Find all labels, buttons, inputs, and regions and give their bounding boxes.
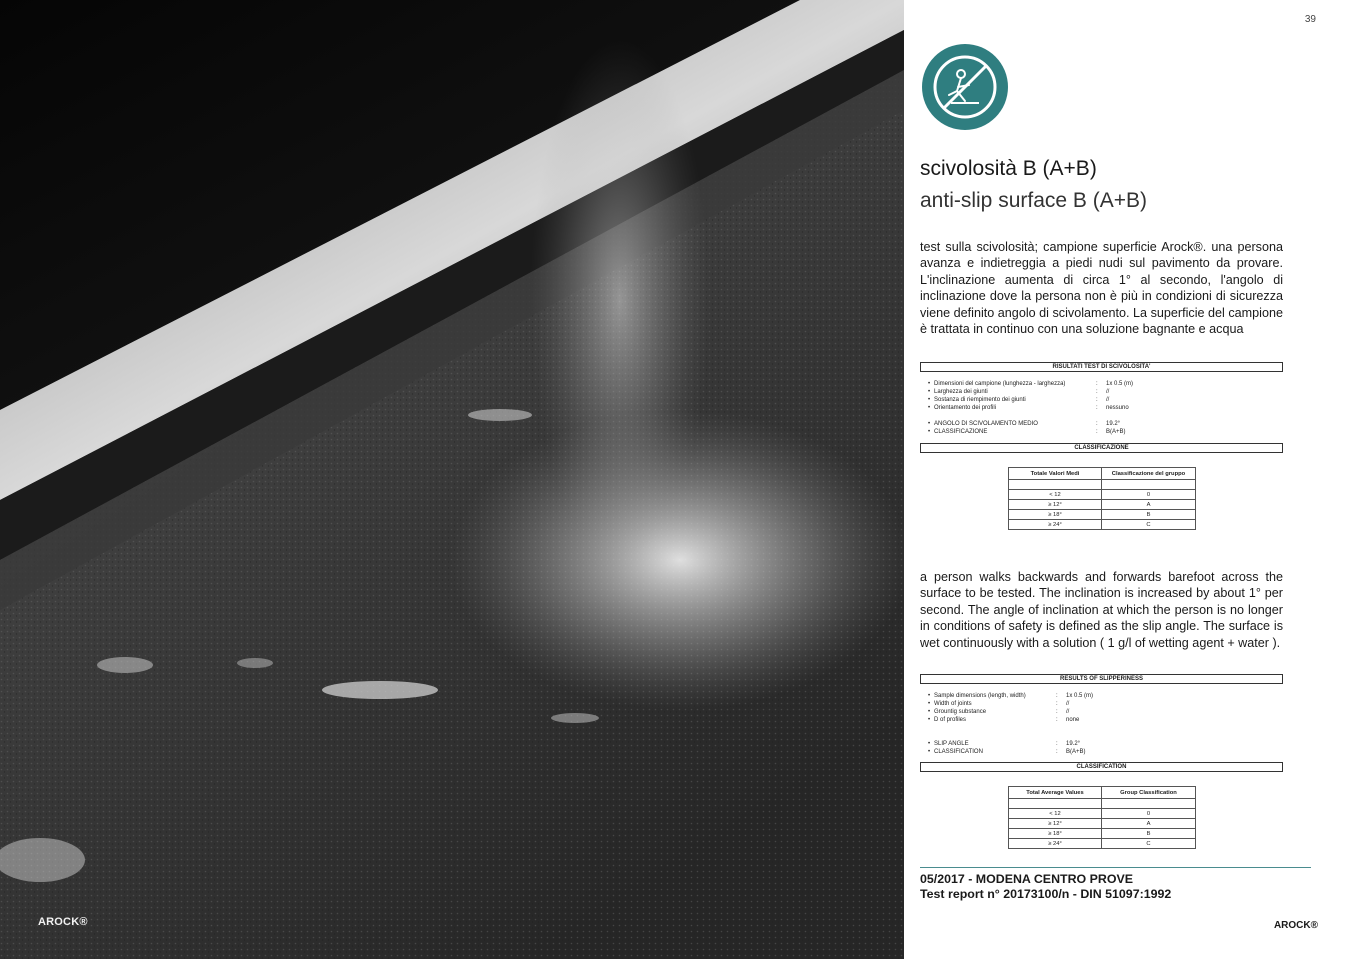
report-row-value: // xyxy=(1106,397,1110,403)
report-row: • Width of joints : // xyxy=(928,700,1283,708)
report-row-label: Grountig substance xyxy=(934,709,987,715)
table-cell: ≥ 18° xyxy=(1009,829,1102,839)
report-english-rows xyxy=(920,692,1283,756)
report-row: • Dimensioni del campione (lunghezza - larghezza) : 1x 0.5 (m) xyxy=(928,380,1283,388)
table-cell: < 12 xyxy=(1009,809,1102,819)
table-row xyxy=(1009,809,1196,819)
test-report-reference: Test report n° 20173100/n - DIN 51097:1992 xyxy=(920,887,1172,901)
report-row-value: 1x 0.5 (m) xyxy=(1066,693,1094,699)
report-english-header: RESULTS OF SLIPPERINESS xyxy=(920,674,1283,684)
report-row-value: B(A+B) xyxy=(1106,429,1126,435)
report-row: • Sample dimensions (length, width) : 1x 0.5 (m) xyxy=(928,692,1283,700)
report-english xyxy=(920,674,1283,756)
report-row-label: D of profiles xyxy=(934,717,967,723)
report-row: • CLASSIFICATION : B(A+B) xyxy=(928,748,1283,756)
table-cell: ≥ 12° xyxy=(1009,819,1102,829)
table-cell: 0 xyxy=(1102,490,1196,500)
table-row-empty xyxy=(1009,799,1196,809)
title-english: anti-slip surface B (A+B) xyxy=(920,189,1148,212)
table-header: Totale Valori Medi xyxy=(1009,468,1102,480)
report-row-value: B(A+B) xyxy=(1066,749,1086,755)
report-row-value: // xyxy=(1106,389,1110,395)
test-date-lab: 05/2017 - MODENA CENTRO PROVE xyxy=(920,872,1133,886)
report-italian-header: RISULTATI TEST DI SCIVOLOSITA' xyxy=(920,362,1283,372)
report-row-value: 19.2° xyxy=(1106,421,1121,427)
report-row-label: Dimensioni del campione (lunghezza - larghezza) xyxy=(934,381,1066,387)
report-row-value: // xyxy=(1066,709,1070,715)
document-page xyxy=(904,0,1356,959)
table-row xyxy=(1009,500,1196,510)
classification-italian-header: CLASSIFICAZIONE xyxy=(920,443,1283,453)
classification-table-italian xyxy=(1008,467,1196,530)
title-italian: scivolosità B (A+B) xyxy=(920,157,1097,180)
report-row-label: Sample dimensions (length, width) xyxy=(934,693,1026,699)
report-row-label: Larghezza dei giunti xyxy=(934,389,988,395)
table-cell: ≥ 12° xyxy=(1009,500,1102,510)
report-row-label: Width of joints xyxy=(934,701,972,707)
table-row xyxy=(1009,839,1196,849)
footer-divider xyxy=(920,867,1311,868)
report-row: • Orientamento dei profili : nessuno xyxy=(928,404,1283,412)
description-italian xyxy=(920,239,1283,337)
table-cell: B xyxy=(1102,510,1196,520)
table-row xyxy=(1009,520,1196,530)
report-row: • Grountig substance : // xyxy=(928,708,1283,716)
report-row-value: nessuno xyxy=(1106,405,1129,411)
table-header: Group Classification xyxy=(1102,787,1196,799)
table-cell: ≥ 24° xyxy=(1009,839,1102,849)
report-row: • SLIP ANGLE : 19.2° xyxy=(928,740,1283,748)
table-row xyxy=(1009,490,1196,500)
table-cell: < 12 xyxy=(1009,490,1102,500)
report-row-value: 1x 0.5 (m) xyxy=(1106,381,1134,387)
description-italian-text: test sulla scivolosità; campione superficie Arock®. una persona avanza e indietreggia a piedi nudi sul pavimento da provare. L'inclinazione aumenta di circa 1° al secondo, l'angolo di inclinazione dove la persona non è più in condizioni di sicurezza viene definito angolo di scivolamento. La superficie del campione è trattata in continuo con una soluzione bagnante e acqua xyxy=(920,240,1283,337)
table-cell: B xyxy=(1102,829,1196,839)
table-row xyxy=(1009,819,1196,829)
classification-english-header: CLASSIFICATION xyxy=(920,762,1283,772)
report-row-value: // xyxy=(1066,701,1070,707)
table-cell: C xyxy=(1102,839,1196,849)
table-cell: C xyxy=(1102,520,1196,530)
photo-brand-logo: AROCK® xyxy=(38,916,88,928)
report-row-value: 19.2° xyxy=(1066,741,1081,747)
table-header: Total Average Values xyxy=(1009,787,1102,799)
report-row-label: ANGOLO DI SCIVOLAMENTO MEDIO xyxy=(934,421,1038,427)
table-cell: 0 xyxy=(1102,809,1196,819)
report-row: • ANGOLO DI SCIVOLAMENTO MEDIO : 19.2° xyxy=(928,420,1283,428)
description-english xyxy=(920,569,1283,651)
no-slip-icon xyxy=(921,43,1009,131)
report-row-label: CLASSIFICATION xyxy=(934,749,983,755)
report-row-label: Orientamento dei profili xyxy=(934,405,997,411)
table-row xyxy=(1009,829,1196,839)
table-cell: ≥ 24° xyxy=(1009,520,1102,530)
table-cell: ≥ 18° xyxy=(1009,510,1102,520)
report-row-value: none xyxy=(1066,717,1080,723)
table-row xyxy=(1009,510,1196,520)
report-row: • Sostanza di riempimento dei giunti : // xyxy=(928,396,1283,404)
report-row: • CLASSIFICAZIONE : B(A+B) xyxy=(928,428,1283,436)
table-cell: A xyxy=(1102,819,1196,829)
report-italian xyxy=(920,362,1283,436)
report-row-label: Sostanza di riempimento dei giunti xyxy=(934,397,1026,403)
table-header: Classificazione del gruppo xyxy=(1102,468,1196,480)
classification-table-english xyxy=(1008,786,1196,849)
page-number: 39 xyxy=(1304,14,1316,25)
report-row: • Larghezza dei giunti : // xyxy=(928,388,1283,396)
table-cell: A xyxy=(1102,500,1196,510)
report-row-label: CLASSIFICAZIONE xyxy=(934,429,988,435)
table-row-empty xyxy=(1009,480,1196,490)
report-italian-rows xyxy=(920,380,1283,436)
report-row: • D of profiles : none xyxy=(928,716,1283,724)
report-row-label: SLIP ANGLE xyxy=(934,741,969,747)
description-english-text: a person walks backwards and forwards barefoot across the surface to be tested. The inclination is increased by about 1° per second. The angle of inclination at which the person is no longer in conditions of safety is defined as the slip angle. The surface is wet continuously with a solution ( 1 g/l of wetting agent + water ). xyxy=(920,570,1283,650)
page-brand-logo: AROCK® xyxy=(1273,920,1318,931)
